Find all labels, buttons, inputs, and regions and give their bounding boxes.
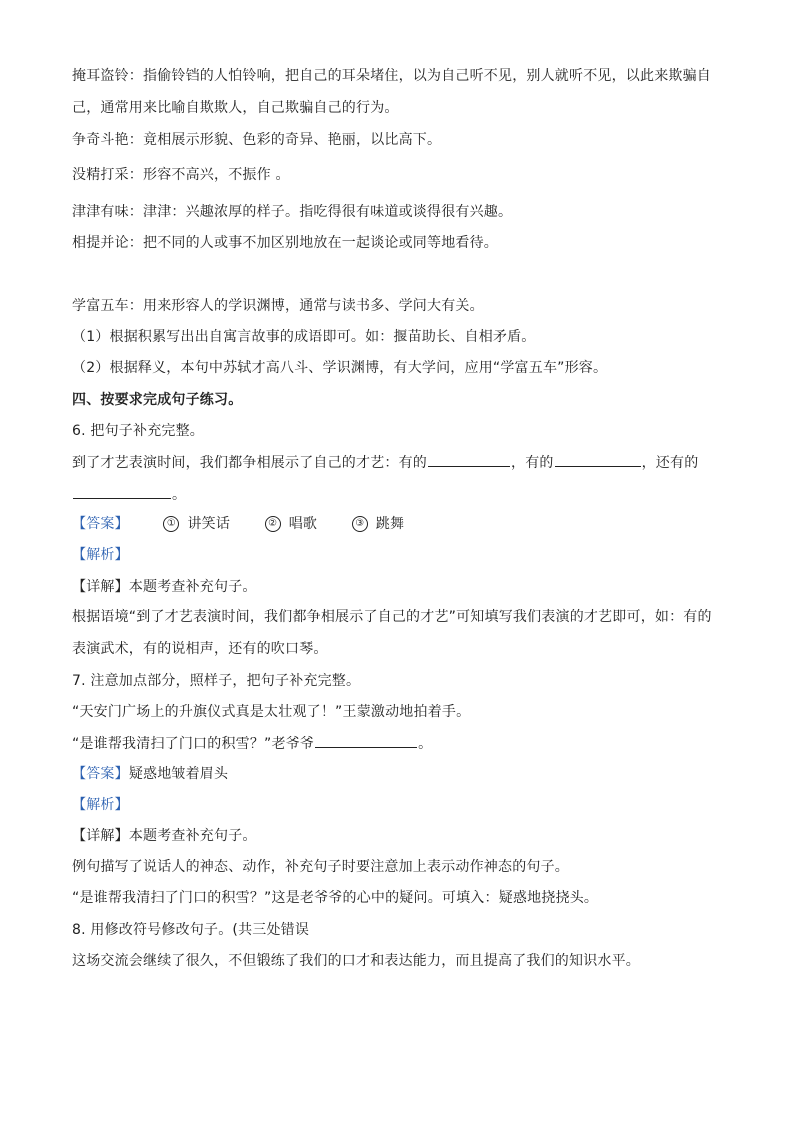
answer-item: 跳舞 — [375, 516, 405, 532]
question-7-example: “天安门广场上的升旗仪式真是太壮观了！”王蒙激动地拍着手。 — [72, 704, 471, 720]
detail-label: 【详解】 — [72, 828, 129, 844]
question-6-sentence — [72, 452, 698, 473]
sentence-part: ，有的 — [511, 455, 554, 471]
sentence-end: 。 — [172, 487, 187, 503]
answer-item: 讲笑话 — [187, 516, 231, 532]
circle-three-icon: ③ — [352, 516, 368, 532]
explanation-line: 没精打采：形容不高兴，不振作 。 — [72, 167, 290, 183]
explanation-line: 表演武术，有的说相声，还有的吹口琴。 — [72, 641, 328, 657]
explanation-line: 津津有味：津津：兴趣浓厚的样子。指吃得很有味道或谈得很有兴趣。 — [72, 204, 513, 220]
answer-text: 疑惑地皱着眉头 — [128, 766, 229, 782]
circle-two-icon: ② — [265, 516, 281, 532]
answer-item: 唱歌 — [288, 516, 318, 532]
detail-label: 【详解】 — [72, 579, 129, 595]
detail-text: 本题考查补充句子。 — [128, 579, 257, 595]
question-8-title: 8. 用修改符号修改句子。(共三处错误 — [72, 922, 310, 938]
question-6-sentence-cont — [72, 484, 186, 505]
question-6-answer — [72, 514, 404, 534]
question-7-answer — [72, 764, 228, 784]
answer-blank[interactable] — [555, 452, 641, 467]
explanation-line: 学富五车：用来形容人的学识渊博，通常与读书多、学问大有关。 — [72, 298, 484, 314]
explanation-line: 例句描写了说话人的神态、动作，补充句子时要注意加上表示动作神态的句子。 — [72, 859, 569, 875]
detail-text: 本题考查补充句子。 — [128, 828, 257, 844]
section-heading: 四、按要求完成句子练习。 — [72, 392, 243, 408]
sentence-part: 到了才艺表演时间，我们都争相展示了自己的才艺：有的 — [72, 455, 427, 471]
explanation-line: 相提并论：把不同的人或事不加区别地放在一起谈论或同等地看待。 — [72, 235, 498, 251]
answer-blank[interactable] — [315, 733, 417, 748]
question-7-title: 7. 注意加点部分，照样子，把句子补充完整。 — [72, 673, 361, 689]
question-7-sentence — [72, 733, 432, 754]
sentence-part: ，还有的 — [641, 455, 699, 471]
explanation-line: “是谁帮我清扫了门口的积雪？”这是老爷爷的心中的疑问。可填入：疑惑地挠挠头。 — [72, 890, 599, 906]
question-6-title: 6. 把句子补充完整。 — [72, 423, 205, 439]
answer-label: 【答案】 — [72, 516, 129, 532]
circle-one-icon: ① — [163, 516, 179, 532]
explanation-line: 争奇斗艳：竟相展示形貌、色彩的奇异、艳丽，以比高下。 — [72, 132, 442, 148]
question-7-detail — [72, 826, 257, 846]
answer-blank[interactable] — [428, 452, 510, 467]
analysis-label: 【解析】 — [72, 797, 129, 813]
explanation-line: 掩耳盗铃：指偷铃铛的人怕铃响，把自己的耳朵堵住，以为自己听不见，别人就听不见，以此来欺骗自 — [72, 68, 711, 84]
question-8-sentence: 这场交流会继续了很久，不但锻练了我们的口才和表达能力，而且提高了我们的知识水平。 — [72, 953, 640, 969]
explanation-line: （2）根据释义，本句中苏轼才高八斗、学识渊博，有大学问，应用“学富五车”形容。 — [72, 360, 608, 376]
analysis-label: 【解析】 — [72, 547, 129, 563]
explanation-line: （1）根据积累写出出自寓言故事的成语即可。如：揠苗助长、自相矛盾。 — [72, 329, 536, 345]
explanation-line: 己，通常用来比喻自欺欺人，自己欺骗自己的行为。 — [72, 100, 399, 116]
sentence-part: “是谁帮我清扫了门口的积雪？”老爷爷 — [72, 736, 315, 752]
sentence-end: 。 — [418, 736, 433, 752]
explanation-line: 根据语境“到了才艺表演时间，我们都争相展示了自己的才艺”可知填写我们表演的才艺即可，如：有的 — [72, 609, 712, 625]
answer-blank[interactable] — [73, 484, 171, 499]
question-6-detail — [72, 577, 257, 597]
answer-label: 【答案】 — [72, 766, 129, 782]
